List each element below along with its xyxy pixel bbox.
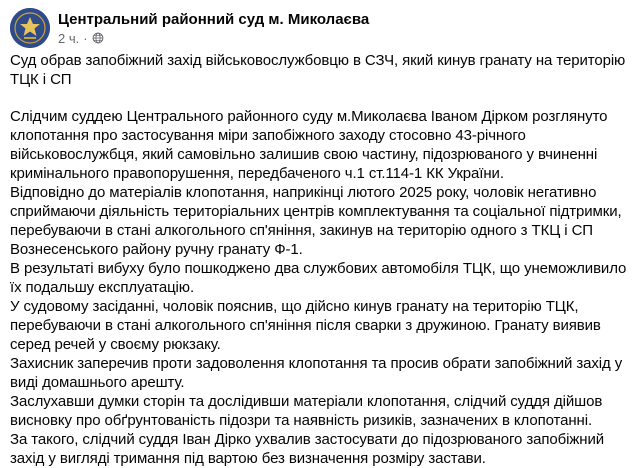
page-name-link[interactable]: Центральний районний суд м. Миколаєва (58, 10, 370, 28)
post-paragraph: У судовому засіданні, чоловік пояснив, що дійсно кинув гранату на територію ТЦК, перебуваючи в стані алкогольного сп'яніння після сварки з дружиною. Гранату виявив серед речей у своєму рюкзаку. (10, 298, 601, 353)
court-emblem-icon (10, 8, 50, 48)
paragraph-gap (10, 89, 634, 107)
post-paragraph: За такого, слідчий суддя Іван Дірко ухвалив застосувати до підозрюваного запобіжний захід у вигляді тримання під вартою без визначення розміру застави. (10, 431, 605, 467)
post-paragraph: Заслухавши думки сторін та дослідивши матеріали клопотання, слідчий суддя дійшов висновку про обґрунтованість підозри та наявність ризиків, зазначених в клопотанні. (10, 393, 603, 429)
post-headline: Суд обрав запобіжний захід військовослужбовцю в СЗЧ, який кинув гранату на територію ТЦК і СП (10, 52, 626, 88)
post-timestamp[interactable]: 2 ч. (58, 30, 80, 46)
post-meta (58, 10, 369, 47)
post-paragraph: Слідчим суддею Центрального районного суду м.Миколаєва Іваном Дірком розглянуто клопотання про застосування міри запобіжного заходу стосовно 43-річного військовослужбця, який самовільно залишив свою частину, підозрюваного у вчиненні кримінального правопорушення, передбаченого ч.1 ст.114-1 КК України. (10, 108, 608, 182)
post-paragraph: Захисник заперечив проти задоволення клопотання та просив обрати запобіжний захід у виді домашнього арешту. (10, 355, 623, 391)
post-paragraph: В результаті вибуху було пошкоджено два службових автомобіля ТЦК, що унеможливило їх подальшу експлуатацію. (10, 260, 627, 296)
page-avatar[interactable] (10, 8, 50, 48)
separator-dot: · (83, 30, 88, 46)
post-header (10, 6, 369, 50)
post-body (10, 51, 634, 468)
globe-icon[interactable] (92, 32, 104, 44)
post-paragraph: Відповідно до матеріалів клопотання, наприкінці лютого 2025 року, чоловік негативно сприймаючи діяльність територіальних центрів комплектування та соціальної підтримки, перебуваючи в стані алкогольного сп'яніння, закинув на територію одного з ТКЦ і СП Вознесенського району ручну гранату Ф-1. (10, 184, 622, 258)
post-subline (58, 30, 369, 47)
